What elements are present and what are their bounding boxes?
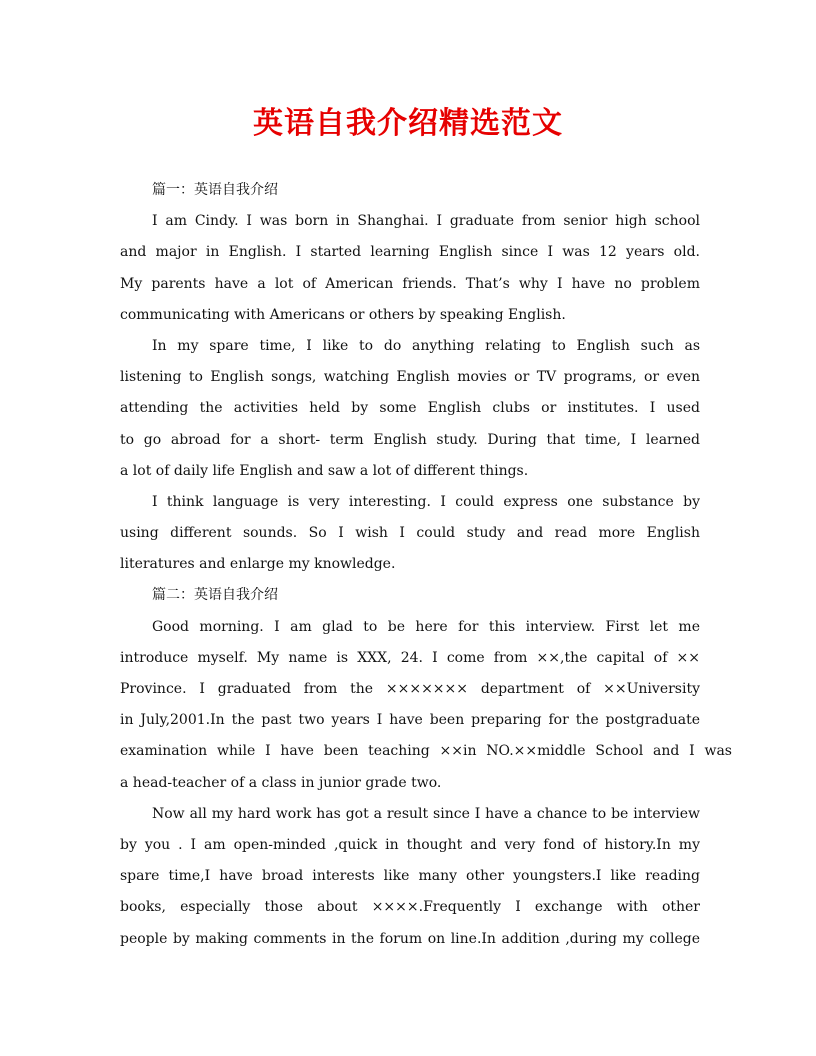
paragraph-line: Province. I graduated from the ××××××× department of ××University	[120, 681, 700, 697]
paragraph-line: listening to English songs, watching English movies or TV programs, or even	[120, 369, 700, 386]
document-body	[120, 175, 732, 955]
document-title: 英语自我介绍精选范文	[253, 106, 563, 141]
paragraph-line: people by making comments in the forum on line.In addition ,during my college	[120, 930, 700, 947]
paragraph-line: literatures and enlarge my knowledge.	[120, 556, 396, 573]
paragraph-line: attending the activities held by some English clubs or institutes. I used	[120, 400, 700, 417]
paragraph-line: using different sounds. So I wish I could study and read more English	[120, 525, 700, 542]
paragraph-line: spare time,I have broad interests like many other youngsters.I like reading	[120, 868, 700, 885]
paragraph-line: and major in English. I started learning English since I was 12 years old.	[120, 244, 700, 261]
section-heading: 篇一：英语自我介绍	[152, 182, 278, 198]
paragraph-line: I think language is very interesting. I could express one substance by	[152, 493, 700, 510]
paragraph-line: by you . I am open-minded ,quick in thought and very fond of history.In my	[120, 836, 700, 853]
paragraph-line: My parents have a lot of American friends. That’s why I have no problem	[120, 275, 700, 292]
paragraph-line: Good morning. I am glad to be here for this interview. First let me	[152, 618, 700, 635]
paragraph-line: In my spare time, I like to do anything relating to English such as	[152, 337, 700, 354]
paragraph-line: books, especially those about ××××.Frequently I exchange with other	[120, 899, 700, 916]
paragraph-line: a head-teacher of a class in junior grade two.	[120, 774, 442, 791]
paragraph-line: examination while I have been teaching ××in NO.××middle School and I was	[120, 743, 732, 760]
paragraph-line: Now all my hard work has got a result since I have a chance to be interview	[152, 805, 700, 822]
paragraph-line: introduce myself. My name is XXX, 24. I come from ××,the capital of ××	[120, 649, 700, 666]
paragraph-line: a lot of daily life English and saw a lot of different things.	[120, 462, 529, 479]
paragraph-line: communicating with Americans or others by speaking English.	[120, 306, 566, 323]
paragraph-line: to go abroad for a short- term English study. During that time, I learned	[120, 431, 700, 448]
paragraph-line: in July,2001.In the past two years I have been preparing for the postgraduate	[120, 712, 700, 729]
paragraph-line: I am Cindy. I was born in Shanghai. I graduate from senior high school	[152, 213, 700, 230]
section-heading: 篇二：英语自我介绍	[152, 587, 278, 604]
